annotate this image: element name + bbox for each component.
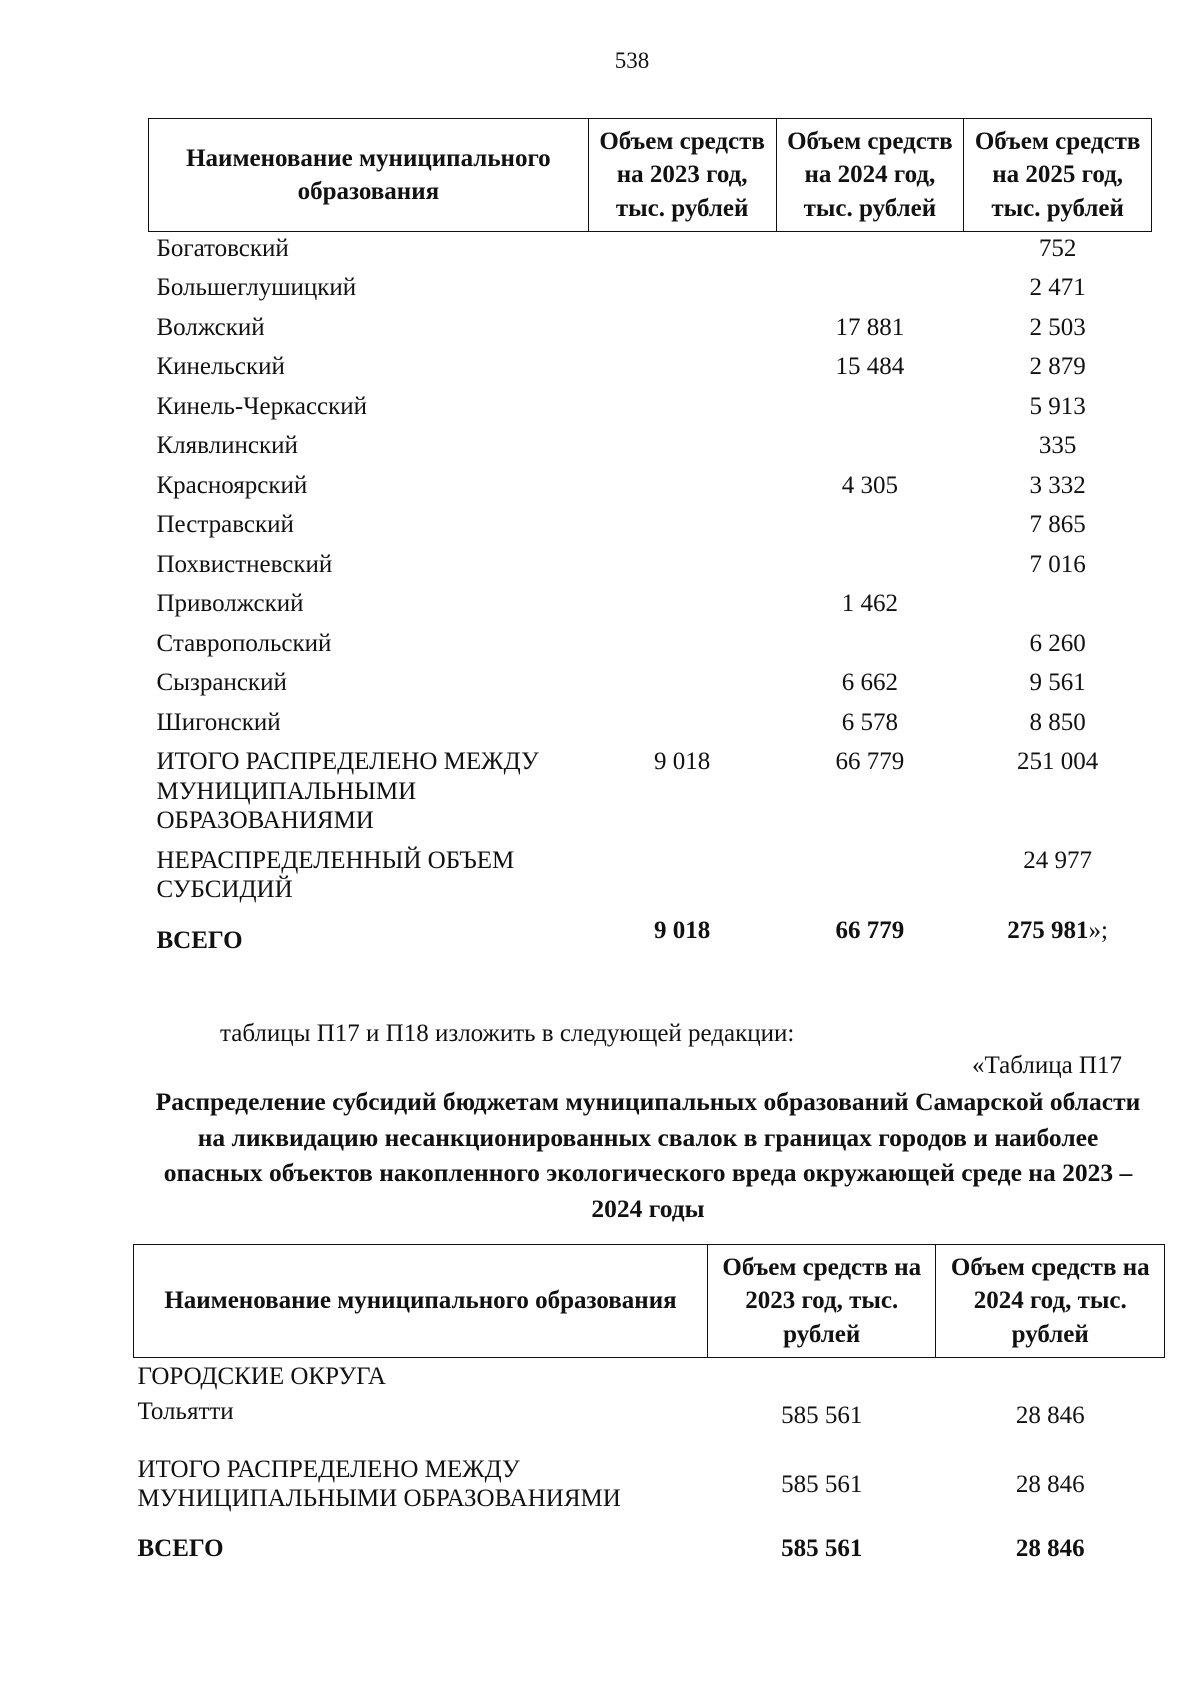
header-2024: Объем средств на 2024 год, тыс. рублей [936,1245,1165,1358]
table-header-row [134,1245,1165,1358]
page-number: 538 [614,48,650,73]
table-header-row [149,119,1152,232]
table-row: Шигонский 6 578 8 850 [156,708,1086,736]
header-2024: Объем средств на 2024 год, тыс. рублей [776,119,964,232]
table-row: Сызранский 6 662 9 561 [156,669,1086,697]
closing-quote: »; [1088,916,1108,944]
table-row: Красноярский 4 305 3 332 [156,471,1086,499]
subsidy-table-2023-2024 [133,1244,1165,1571]
table-row: Богатовский 752 [156,234,1077,262]
instruction-text: таблицы П17 и П18 изложить в следующей редакции: [220,1020,795,1047]
section-title: Распределение субсидий бюджетам муниципальных образований Самарской области на ликвидацию несанкционированных свалок в границах городов и наиболее опасных объектов накопленного экологического вреда окружающей среде на 2023 – 2024 годы [155,1087,1141,1224]
total-row: ВСЕГО 9 018 66 779 275 981»; [156,916,1108,954]
header-2023: Объем средств на 2023 год, тыс. рублей [588,119,776,232]
total-2025-value: 275 981 [1007,916,1089,944]
header-municipality: Наименование муниципального образования [149,119,589,232]
table-row: Похвистневский 7 016 [156,550,1086,578]
undistributed-row: НЕРАСПРЕДЕЛЕННЫЙ ОБЪЕМ СУБСИДИЙ 24 977 [156,846,1092,904]
table-row: Кинельский 15 484 2 879 [156,353,1086,381]
subsidy-table-2023-2025 [148,118,1152,960]
table-row: Клявлинский 335 [156,432,1077,460]
table-label: «Таблица П17 [972,1052,1122,1079]
subtotal-row: ИТОГО РАСПРЕДЕЛЕНО МЕЖДУ МУНИЦИПАЛЬНЫМИ ОБРАЗОВАНИЯМИ 9 018 66 779 251 004 [156,748,1099,835]
table-row: Кинель-Черкасский 5 913 [156,392,1086,420]
group-row: ГОРОДСКИЕ ОКРУГА [137,1362,386,1390]
total-row: ВСЕГО 585 561 28 846 [137,1534,1085,1562]
header-2023: Объем средств на 2023 год, тыс. рублей [707,1245,936,1358]
table-row: Ставропольский 6 260 [156,629,1086,657]
header-municipality: Наименование муниципального образования [134,1245,708,1358]
header-2025: Объем средств на 2025 год, тыс. рублей [964,119,1152,232]
table-row: Пестравский 7 865 [156,511,1086,539]
subtotal-row: ИТОГО РАСПРЕДЕЛЕНО МЕЖДУ МУНИЦИПАЛЬНЫМИ ОБРАЗОВАНИЯМИ 585 561 28 846 [137,1455,1085,1513]
table-row: Тольятти 585 561 28 846 [137,1398,1085,1430]
table-row: Большеглушицкий 2 471 [156,274,1086,302]
table-row: Волжский 17 881 2 503 [156,313,1086,341]
table-row: Приволжский 1 462 [156,590,898,618]
